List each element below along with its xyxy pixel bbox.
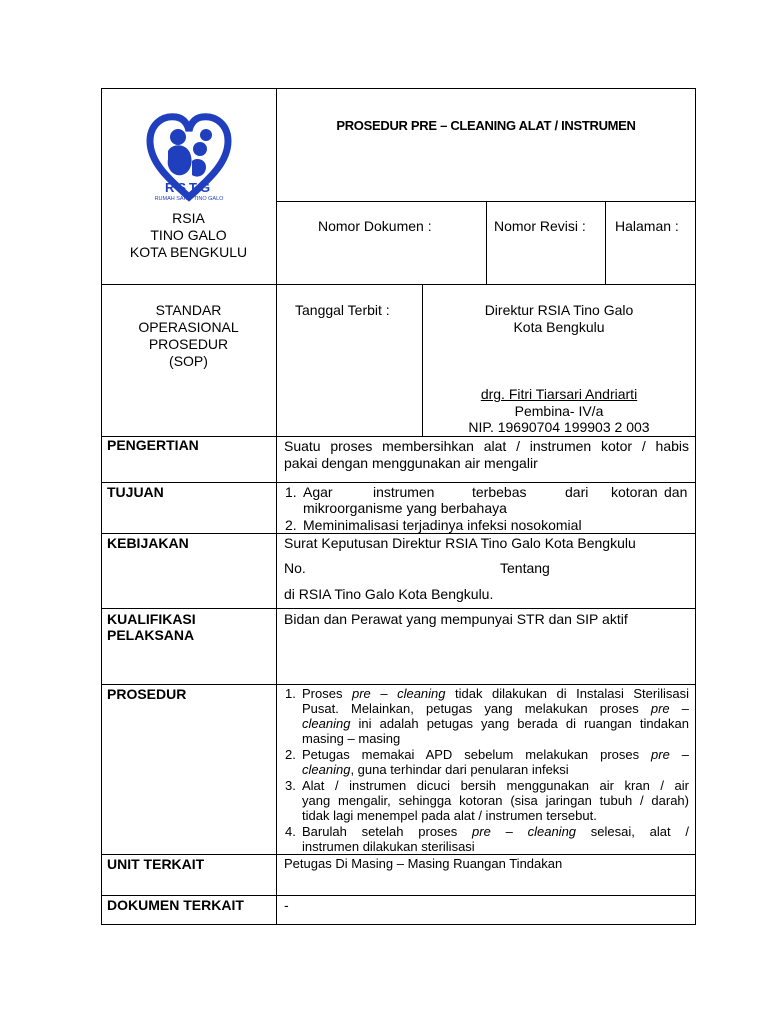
- org-name-line-3: KOTA BENGKULU: [129, 244, 248, 260]
- tujuan-item-1-word-1: Agar: [303, 484, 333, 500]
- org-name-line-1: RSIA: [172, 210, 205, 226]
- kebijakan-label: KEBIJAKAN: [107, 535, 189, 551]
- prosedur-step-3-number: 3.: [285, 778, 296, 793]
- logo-subtext: RUMAH SAKIT TINO GALO: [154, 196, 224, 202]
- tujuan-item-1-line-2: mikroorganisme yang berbahaya: [303, 500, 507, 516]
- prosedur-step-3-line-2: yang mengalir, sehingga kotoran (sisa jaringan tubuh / darah): [302, 793, 689, 808]
- row-divider: [101, 608, 696, 609]
- sop-label-line-4: (SOP): [169, 353, 208, 369]
- prosedur-step-4-text: selesai, alat /: [576, 824, 689, 839]
- pengertian-line-2: pakai dengan menggunakan air mengalir: [284, 455, 538, 471]
- prosedur-step-1-term: pre – cleaning: [352, 686, 446, 701]
- org-name-line-2: TINO GALO: [150, 227, 227, 243]
- signer-rank: Pembina- IV/a: [514, 403, 604, 419]
- prosedur-label: PROSEDUR: [107, 686, 187, 702]
- director-title-line-2: Kota Bengkulu: [513, 319, 605, 335]
- prosedur-step-2-text: Petugas memakai APD sebelum melakukan proses: [302, 747, 652, 762]
- sop-label-line-1: STANDAR: [155, 302, 222, 318]
- dokumen-terkait-label: DOKUMEN TERKAIT: [107, 897, 244, 913]
- prosedur-step-1-line-2: [302, 701, 689, 717]
- prosedur-step-1-line-3: [302, 716, 689, 732]
- prosedur-step-3-line-1: Alat / instrumen dicuci bersih menggunakan air kran / air: [302, 778, 689, 793]
- prosedur-step-1-term: cleaning: [302, 716, 351, 731]
- prosedur-step-3-line-3: tidak lagi menempel pada alat / instrumen tersebut.: [302, 808, 597, 823]
- prosedur-step-4-term: pre – cleaning: [472, 824, 577, 839]
- tujuan-item-1-word-6: dan: [664, 484, 688, 500]
- kebijakan-line-3: di RSIA Tino Galo Kota Bengkulu.: [284, 586, 494, 602]
- column-divider: [486, 201, 487, 284]
- prosedur-step-2-text: , guna terhindar dari penularan infeksi: [350, 762, 569, 777]
- pengertian-label: PENGERTIAN: [107, 437, 199, 453]
- prosedur-step-1-text: tidak dilakukan di Instalasi Sterilisasi: [445, 686, 689, 701]
- prosedur-step-1-line-1: [302, 686, 689, 702]
- kebijakan-tentang-label: Tentang: [500, 560, 550, 576]
- prosedur-step-4-number: 4.: [285, 824, 296, 839]
- kebijakan-no-label: No.: [284, 560, 306, 576]
- prosedur-step-2-line-1: [302, 747, 689, 763]
- sop-label-line-3: PROSEDUR: [148, 336, 229, 352]
- tujuan-item-1-word-4: dari: [565, 484, 589, 500]
- prosedur-step-4-text: Barulah setelah proses: [302, 824, 473, 839]
- kualifikasi-label-line-1: KUALIFIKASI: [107, 611, 196, 627]
- logo-wordmark: RSTG: [164, 180, 214, 195]
- pengertian-line-1: Suatu proses membersihkan alat / instrumen kotor / habis: [284, 438, 689, 454]
- nomor-revisi-label: Nomor Revisi :: [494, 218, 586, 234]
- column-divider: [276, 88, 277, 925]
- row-divider: [101, 482, 696, 483]
- tanggal-terbit-label: Tanggal Terbit :: [295, 302, 390, 318]
- tujuan-item-2: Meminimalisasi terjadinya infeksi nosokomial: [303, 517, 582, 533]
- prosedur-step-2-line-2: [302, 762, 569, 778]
- kebijakan-line-1: Surat Keputusan Direktur RSIA Tino Galo Kota Bengkulu: [284, 535, 636, 551]
- sop-label-line-2: OPERASIONAL: [138, 319, 239, 335]
- page-title: PROSEDUR PRE – CLEANING ALAT / INSTRUMEN: [336, 118, 636, 133]
- row-divider: [101, 895, 696, 896]
- prosedur-step-1-term: pre –: [650, 701, 689, 716]
- prosedur-step-1-text: ini adalah petugas yang berada di ruangan tindakan: [350, 716, 689, 731]
- row-divider: [101, 684, 696, 685]
- tujuan-item-1-word-5: kotoran: [611, 484, 658, 500]
- prosedur-step-4-line-1: [302, 824, 689, 840]
- prosedur-step-4-line-2: instrumen dilakukan sterilisasi: [302, 839, 475, 854]
- column-divider: [605, 201, 606, 284]
- prosedur-step-1-line-4: masing – masing: [302, 731, 401, 746]
- prosedur-step-1-text: Pusat. Melainkan, petugas yang melakukan proses: [302, 701, 651, 716]
- prosedur-step-1-number: 1.: [285, 686, 296, 701]
- tujuan-label: TUJUAN: [107, 484, 164, 500]
- tujuan-item-1-word-2: instrumen: [373, 484, 435, 500]
- tujuan-item-2-number: 2.: [285, 517, 297, 533]
- kualifikasi-label-line-2: PELAKSANA: [107, 627, 195, 643]
- unit-terkait-label: UNIT TERKAIT: [107, 856, 205, 872]
- prosedur-step-2-number: 2.: [285, 747, 296, 762]
- prosedur-step-2-term: pre –: [651, 747, 689, 762]
- tujuan-item-1-word-3: terbebas: [472, 484, 527, 500]
- dokumen-terkait-value: -: [284, 897, 289, 913]
- kualifikasi-value: Bidan dan Perawat yang mempunyai STR dan SIP aktif: [284, 611, 628, 627]
- director-title-line-1: Direktur RSIA Tino Galo: [484, 302, 634, 318]
- tujuan-item-1-number: 1.: [285, 484, 297, 500]
- row-divider: [101, 284, 696, 285]
- signer-nip: NIP. 19690704 199903 2 003: [468, 419, 650, 435]
- nomor-dokumen-label: Nomor Dokumen :: [318, 218, 432, 234]
- prosedur-step-1-text: Proses: [302, 686, 352, 701]
- unit-terkait-value: Petugas Di Masing – Masing Ruangan Tindakan: [284, 856, 563, 871]
- signer-name: drg. Fitri Tiarsari Andriarti: [480, 386, 638, 402]
- halaman-label: Halaman :: [615, 218, 679, 234]
- prosedur-step-2-term: cleaning: [302, 762, 351, 777]
